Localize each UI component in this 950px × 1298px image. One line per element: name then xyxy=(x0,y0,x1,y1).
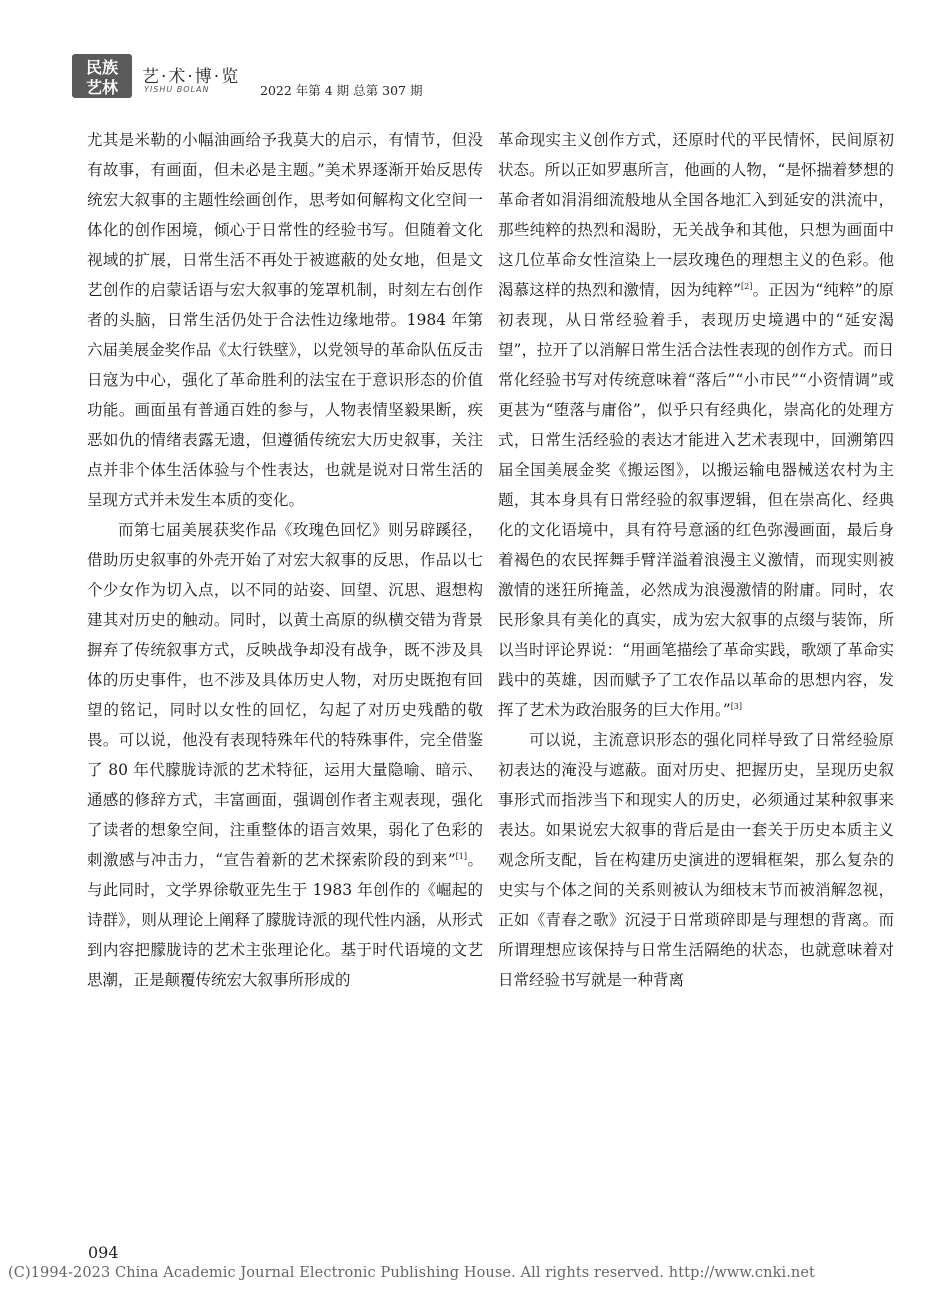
right-paragraph-2: 可以说，主流意识形态的强化同样导致了日常经验原初表达的淹没与遮蔽。面对历史、把握历史，呈现历史叙事形式而指涉当下和现实人的历史，必须通过某种叙事来表达。如果说宏大叙事的背后是由一套关于历史本质主义观念所支配，旨在构建历史演进的逻辑框架，那么复杂的史实与个体之间的关系则被认为细枝末节而被消解忽视，正如《青春之歌》沉浸于日常琐碎即是与理想的背离。而所谓理想应该保持与日常生活隔绝的状态，也就意味着对日常经验书写就是一种背离 xyxy=(498,731,894,989)
right-paragraph-1-text: 革命现实主义创作方式，还原时代的平民情怀，民间原初状态。所以正如罗惠所言，他画的人物，“是怀揣着梦想的革命者如涓涓细流般地从全国各地汇入到延安的洪流中，那些纯粹的热烈和渴盼，无关战争和其他，只想为画面中这几位革命女性渲染上一层玫瑰色的理想主义的色彩。他渴慕这样的热烈和激情，因为纯粹” xyxy=(498,131,894,299)
right-column xyxy=(498,125,894,995)
issue-info: 2022 年第 4 期 总第 307 期 xyxy=(260,83,423,98)
left-paragraph-2-text: 而第七届美展获奖作品《玫瑰色回忆》则另辟蹊径，借助历史叙事的外壳开始了对宏大叙事的反思，作品以七个少女作为切入点，以不同的站姿、回望、沉思、遐想构建其对历史的触动。同时，以黄土高原的纵横交错为背景摒弃了传统叙事方式，反映战争却没有战争，既不涉及具体的历史事件，也不涉及具体历史人物，对历史既抱有回望的铭记，同时以女性的回忆，勾起了对历史残酷的敬畏。可以说，他没有表现特殊年代的特殊事件，完全借鉴了 80 年代朦胧诗派的艺术特征，运用大量隐喻、暗示、通感的修辞方式，丰富画面，强调创作者主观表现，强化了读者的想象空间，注重整体的语言效果，弱化了色彩的刺激感与冲击力，“宣告着新的艺术探索阶段的到来” xyxy=(87,521,483,869)
right-paragraph-1-tail: 。正因为“纯粹”的原初表现，从日常经验着手，表现历史境遇中的“延安渴望”，拉开了以消解日常生活合法性表现的创作方式。而日常化经验书写对传统意味着“落后”“小市民”“小资情调”或更甚为“堕落与庸俗”，似乎只有经典化，崇高化的处理方式，日常生活经验的表达才能进入艺术表现中，回溯第四届全国美展金奖《搬运图》，以搬运输电器械送农村为主题，其本身具有日常经验的叙事逻辑，但在崇高化、经典化的文化语境中，具有符号意涵的红色弥漫画面，最后身着褐色的农民挥舞手臂洋溢着浪漫主义激情，而现实则被激情的迷狂所掩盖，必然成为浪漫激情的附庸。同时，农民形象具有美化的真实，成为宏大叙事的点缀与装饰，所以当时评论界说：“用画笔描绘了革命实践，歌颂了革命实践中的英雄，因而赋予了工农作品以革命的思想内容，发挥了艺术为政治服务的巨大作用。” xyxy=(498,281,894,719)
journal-logo xyxy=(72,54,132,98)
citation-3: [3] xyxy=(730,701,743,711)
right-paragraph-1 xyxy=(498,125,894,725)
logo-text-top: 民族 xyxy=(85,58,119,77)
citation-1: [1] xyxy=(455,851,467,861)
journal-brand-subtitle: YISHU BOLAN xyxy=(144,85,210,94)
journal-brand: 艺·术·博·览 xyxy=(142,67,241,87)
page-number: 094 xyxy=(88,1243,119,1262)
left-paragraph-1: 尤其是米勒的小幅油画给予我莫大的启示，有情节，但没有故事，有画面，但未必是主题。”美术界逐渐开始反思传统宏大叙事的主题性绘画创作，思考如何解构文化空间一体化的创作困境，倾心于日常性的经验书写。但随着文化视域的扩展，日常生活不再处于被遮蔽的处女地，但是文艺创作的启蒙话语与宏大叙事的笼罩机制，时刻左右创作者的头脑，日常生活仍处于合法性边缘地带。1984 年第六届美展金奖作品《太行铁壁》，以党领导的革命队伍反击日寇为中心，强化了革命胜利的法宝在于意识形态的价值功能。画面虽有普通百姓的参与，人物表情坚毅果断，疾恶如仇的情绪表露无遗，但遵循传统宏大历史叙事，关注点并非个体生活体验与个性表达，也就是说对日常生活的呈现方式并未发生本质的变化。 xyxy=(87,131,483,509)
logo-text-bottom: 艺林 xyxy=(85,78,119,97)
citation-2: [2] xyxy=(741,281,753,291)
left-paragraph-2 xyxy=(87,515,483,995)
left-paragraph-2-tail: 。与此同时，文学界徐敬亚先生于 1983 年创作的《崛起的诗群》，则从理论上阐释了朦胧诗派的现代性内涵，从形式到内容把朦胧诗的艺术主张理论化。基于时代语境的文艺思潮，正是颠覆传统宏大叙事所形成的 xyxy=(87,851,483,989)
page-header xyxy=(72,48,632,100)
left-column xyxy=(87,125,483,995)
copyright-footer: (C)1994-2023 China Academic Journal Electronic Publishing House. All rights reserved. http://www.cnki.net xyxy=(8,1265,815,1281)
